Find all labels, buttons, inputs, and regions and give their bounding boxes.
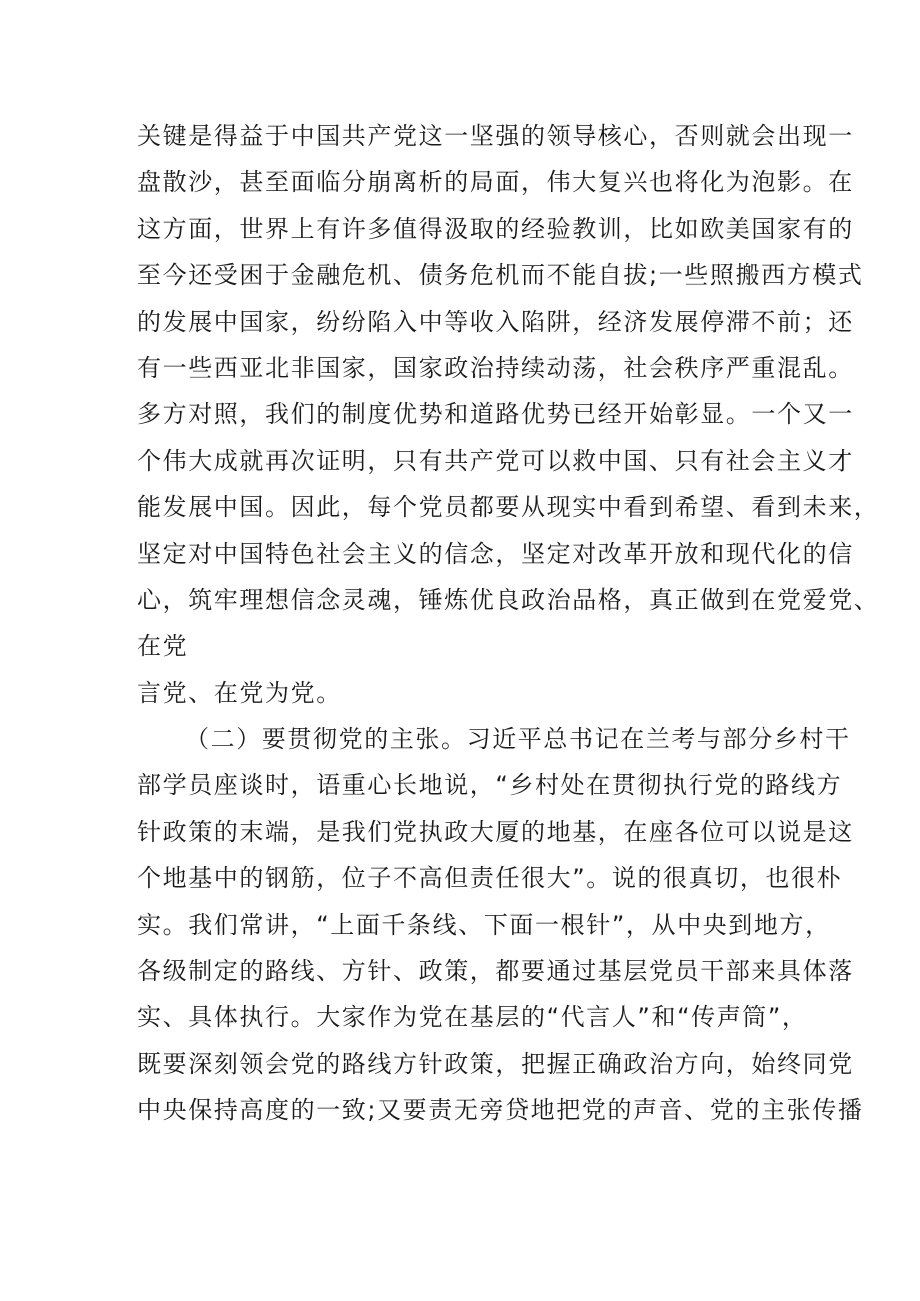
text-line: 的发展中国家，纷纷陷入中等收入陷阱，经济发展停滞不前；还 <box>137 307 854 336</box>
text-line: 坚定对中国特色社会主义的信念，坚定对改革开放和现代化的信 <box>137 539 854 568</box>
text-line: 中央保持高度的一致;又要责无旁贷地把党的声音、党的主张传播 <box>137 1096 864 1125</box>
body-text <box>137 113 880 1134</box>
text-line: 部学员座谈时，语重心长地说，“乡村处在贯彻执行党的路线方 <box>137 771 843 800</box>
text-line: 言党、在党为党。 <box>137 678 342 707</box>
text-line: 实。我们常讲，“上面千条线、下面一根针”，从中央到地方， <box>137 910 831 939</box>
text-line: 这方面，世界上有许多值得汲取的经验教训，比如欧美国家有的 <box>137 214 854 243</box>
text-line: 能发展中国。因此，每个党员都要从现实中看到希望、看到未来， <box>137 493 880 522</box>
text-line: 各级制定的路线、方针、政策，都要通过基层党员干部来具体落 <box>137 957 854 986</box>
text-line: 多方对照，我们的制度优势和道路优势已经开始彰显。一个又一 <box>137 400 854 429</box>
text-line: 心，筑牢理想信念灵魂，锤炼优良政治品格，真正做到在党爱党、 <box>137 585 880 614</box>
text-line: 关键是得益于中国共产党这一坚强的领导核心，否则就会出现一 <box>137 122 854 150</box>
text-line: 有一些西亚北非国家，国家政治持续动荡，社会秩序严重混乱。 <box>137 353 854 382</box>
text-line: 个伟大成就再次证明，只有共产党可以救中国、只有社会主义才 <box>137 446 854 475</box>
text-line: 在党 <box>137 632 189 661</box>
text-line: 至今还受困于金融危机、债务危机而不能自拔;一些照搬西方模式 <box>137 261 864 290</box>
section-heading-line: （二）要贯彻党的主张。习近平总书记在兰考与部分乡村干 <box>185 725 851 754</box>
text-line: 盘散沙，甚至面临分崩离析的局面，伟大复兴也将化为泡影。在 <box>137 168 854 197</box>
text-line: 实、具体执行。大家作为党在基层的“代言人”和“传声筒”， <box>137 1003 808 1032</box>
text-line: 个地基中的钢筋，位子不高但责任很大”。说的很真切，也很朴 <box>137 864 843 893</box>
text-line: 针政策的末端，是我们党执政大厦的地基，在座各位可以说是这 <box>137 817 854 846</box>
text-line: 既要深刻领会党的路线方针政策，把握正确政治方向，始终同党 <box>137 1049 854 1078</box>
